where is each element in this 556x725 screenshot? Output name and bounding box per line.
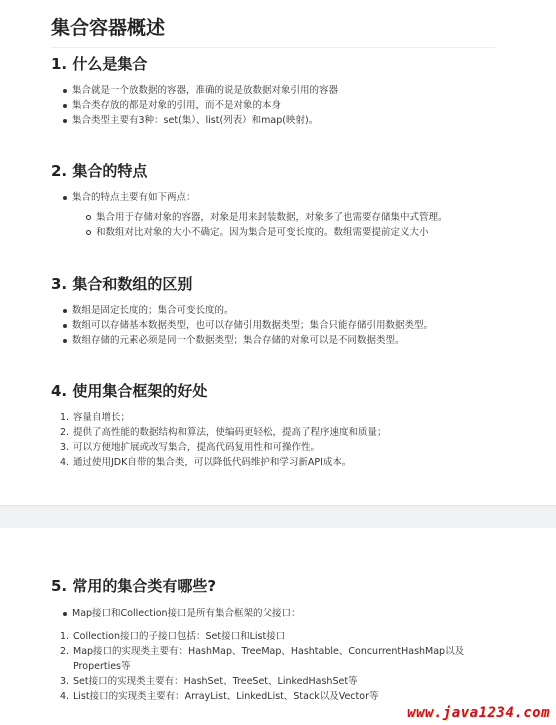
watermark: www.java1234.com (407, 705, 550, 721)
list-item: 1. Collection接口的子接口包括：Set接口和List接口 (60, 631, 286, 642)
section-heading-3: 3. 集合和数组的区别 (51, 275, 193, 293)
section-heading-1: 1. 什么是集合 (51, 55, 148, 73)
section-heading-5: 5. 常用的集合类有哪些? (51, 577, 217, 595)
section-2-sublist (96, 210, 448, 240)
list-item: 3. Set接口的实现类主要有：HashSet、TreeSet、LinkedHashSet等 (60, 676, 358, 687)
list-item: Map接口和Collection接口是所有集合框架的父接口： (72, 608, 301, 619)
section-heading-2: 2. 集合的特点 (51, 162, 148, 180)
list-item: 集合类存放的都是对象的引用，而不是对象的本身 (72, 98, 338, 113)
document-page-2 (0, 528, 556, 725)
list-item: 数组是固定长度的；集合可变长度的。 (72, 303, 433, 318)
list-item: 2. 提供了高性能的数据结构和算法，使编码更轻松，提高了程序速度和质量； (60, 427, 387, 438)
section-heading-4: 4. 使用集合框架的好处 (51, 382, 208, 400)
section-2-list (72, 190, 196, 205)
list-item: 3. 可以方便地扩展或改写集合，提高代码复用性和可操作性。 (60, 442, 321, 453)
section-5-list (72, 606, 301, 621)
list-item: 集合类型主要有3种：set(集）、list(列表）和map(映射)。 (72, 113, 338, 128)
section-5-ordered-list (60, 629, 464, 704)
list-item: 1. 容量自增长； (60, 412, 131, 423)
list-item: 数组存储的元素必须是同一个数据类型；集合存储的对象可以是不同数据类型。 (72, 333, 433, 348)
section-3-list (72, 303, 433, 348)
list-item: 2. Map接口的实现类主要有：HashMap、TreeMap、Hashtable、ConcurrentHashMap以及 Properties等 (60, 646, 465, 672)
list-item: 集合用于存储对象的容器，对象是用来封装数据，对象多了也需要存储集中式管理。 (96, 212, 448, 223)
list-item: 集合的特点主要有如下两点： (72, 192, 196, 203)
list-item: 4. List接口的实现类主要有：ArrayList、LinkedList、Stack以及Vector等 (60, 691, 379, 702)
section-1-list (72, 83, 338, 128)
list-item: 4. 通过使用JDK自带的集合类，可以降低代码维护和学习新API成本。 (60, 457, 352, 468)
list-item: 数组可以存储基本数据类型，也可以存储引用数据类型；集合只能存储引用数据类型。 (72, 320, 434, 331)
page-break (0, 505, 556, 529)
list-item: 和数组对比对象的大小不确定。因为集合是可变长度的。数组需要提前定义大小 (96, 225, 448, 240)
page-title: 集合容器概述 (51, 16, 495, 48)
section-4-list (60, 410, 387, 470)
list-item: 集合就是一个放数据的容器，准确的说是放数据对象引用的容器 (72, 85, 339, 96)
